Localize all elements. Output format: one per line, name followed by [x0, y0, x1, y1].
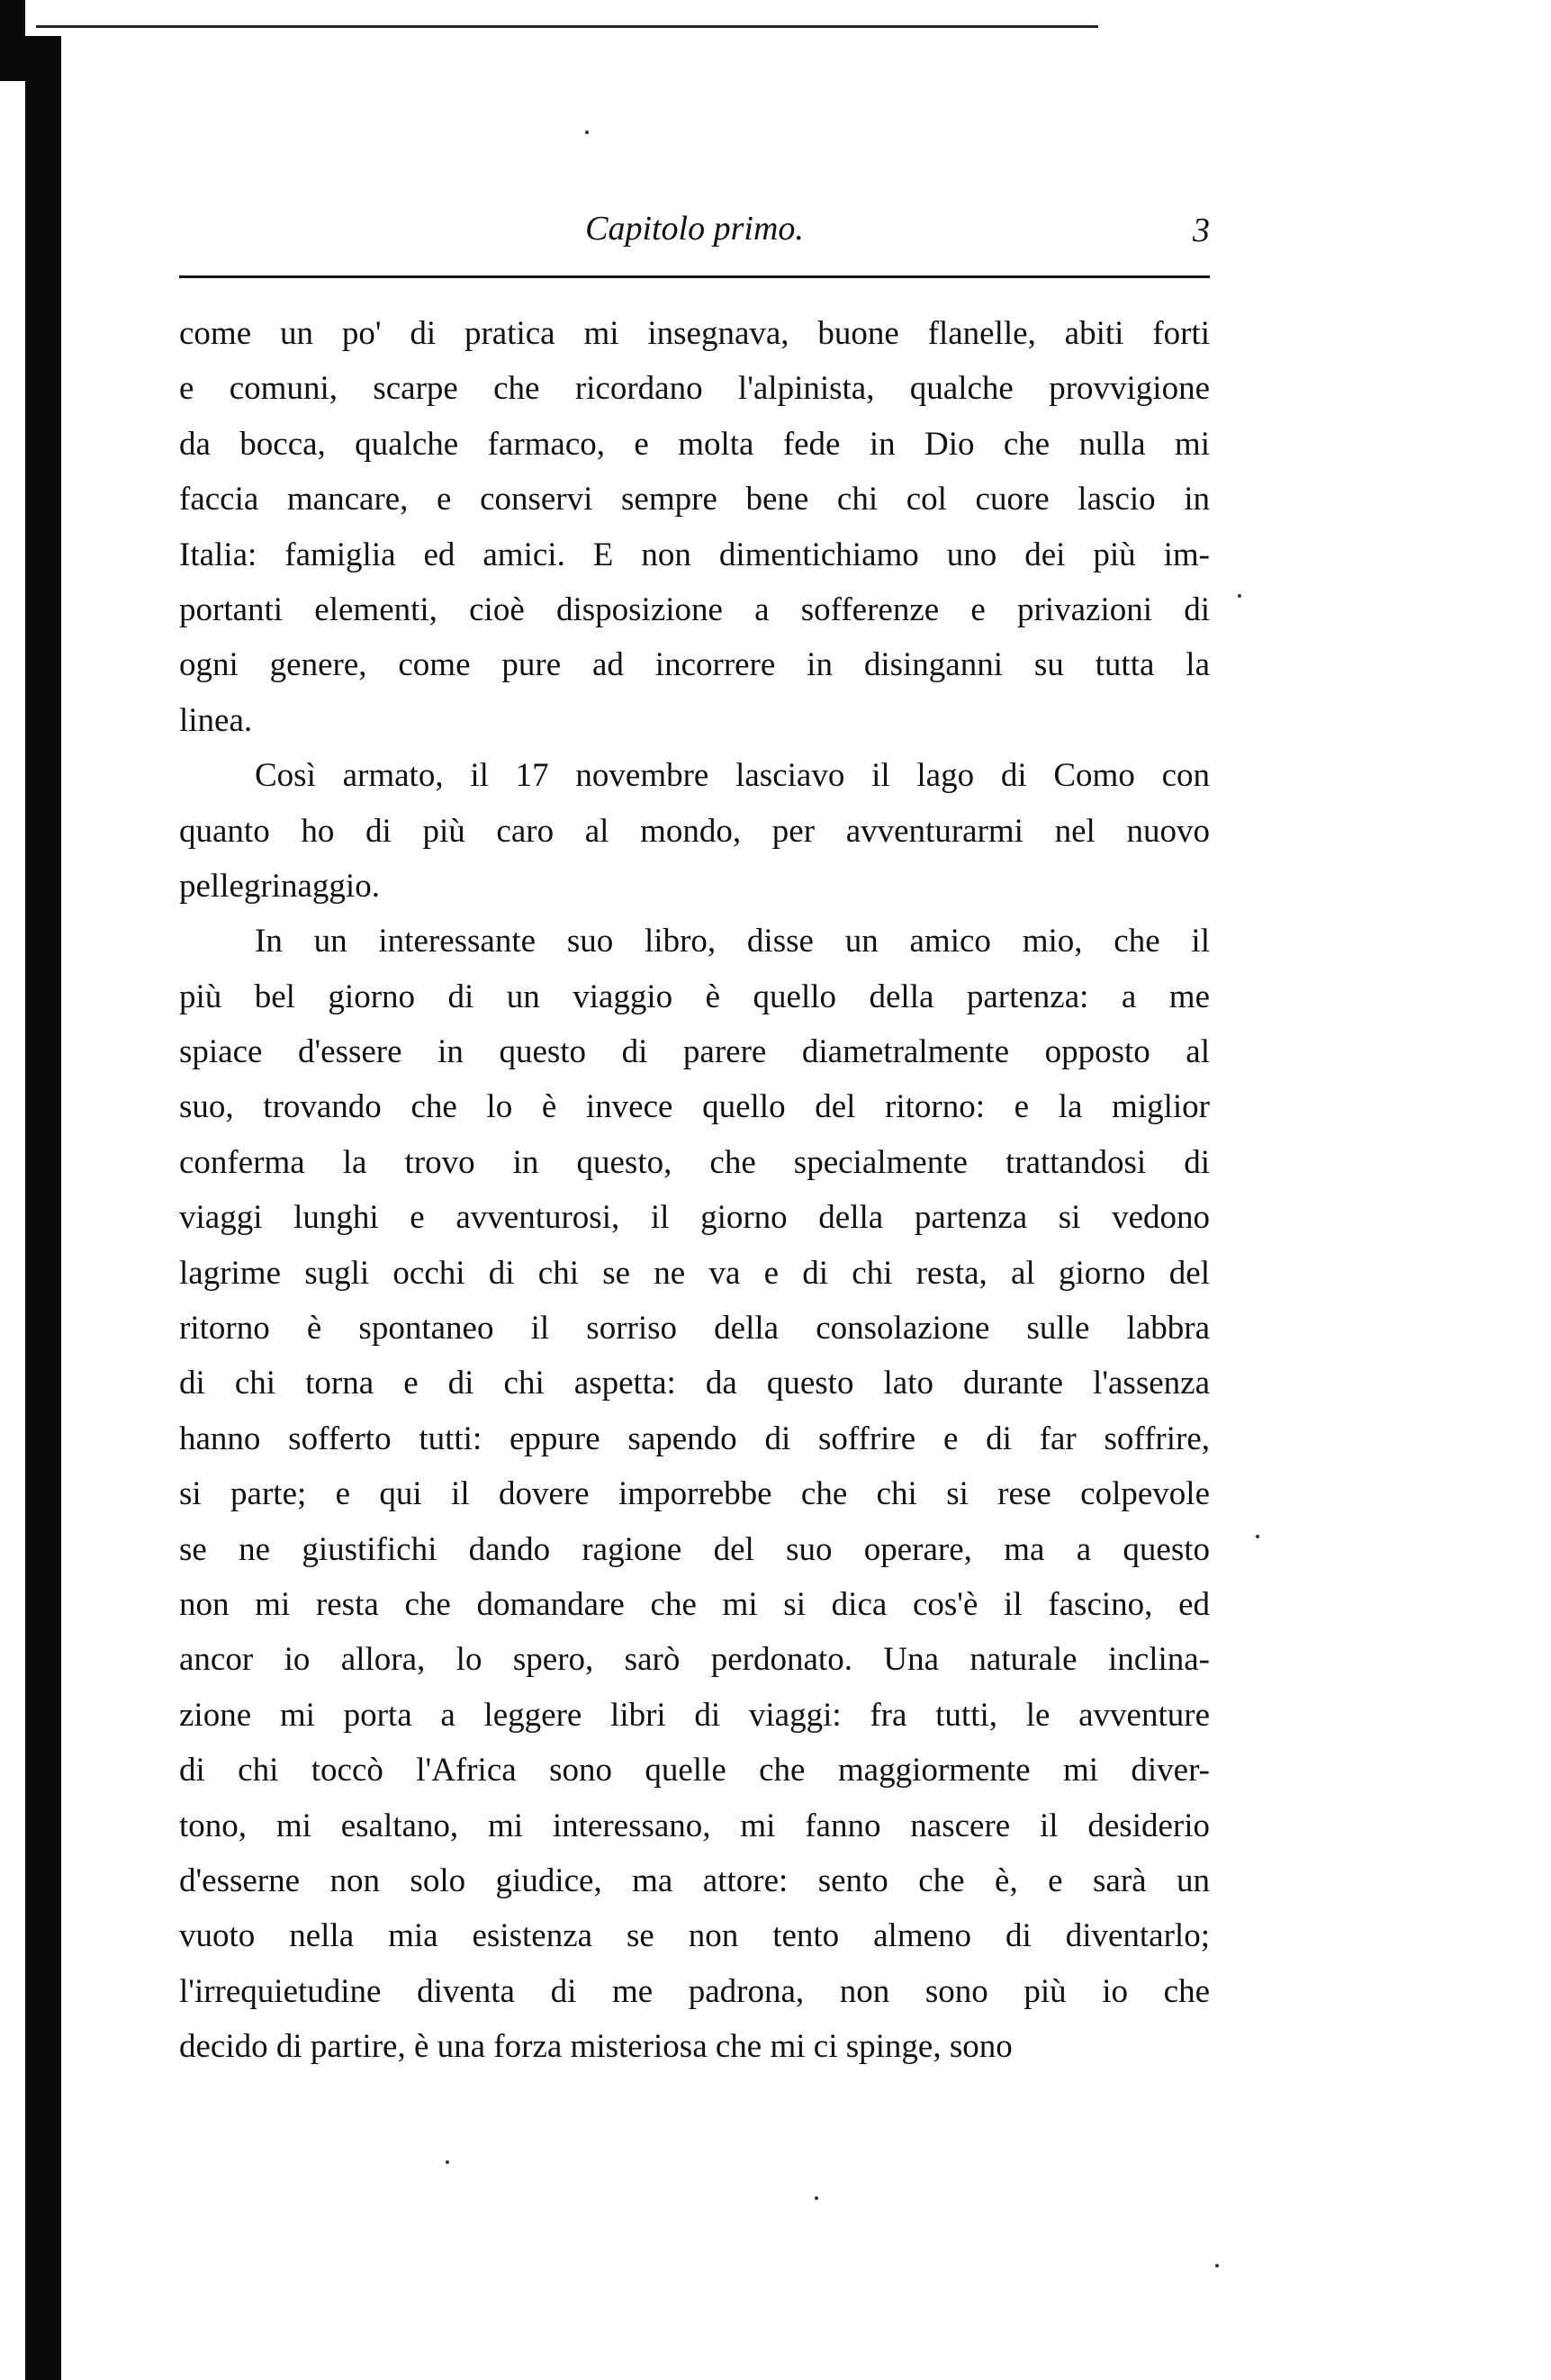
text-line: ancor io allora, lo spero, sarò perdonato. Una naturale inclina-: [179, 1641, 1210, 1679]
text-line: decido di partire, è una forza misteriosa che mi ci spinge, sono: [179, 2028, 1013, 2066]
scan-edge-shadow: [25, 36, 61, 2380]
text-line: come un po' di pratica mi insegnava, buone flanelle, abiti forti: [179, 315, 1210, 352]
text-line: lagrime sugli occhi di chi se ne va e di chi resta, al giorno del: [179, 1254, 1210, 1292]
text-line: quanto ho di più caro al mondo, per avventurarmi nel nuovo: [179, 812, 1210, 850]
header-rule: [179, 275, 1210, 278]
text-line: vuoto nella mia esistenza se non tento almeno di diventarlo;: [179, 1917, 1210, 1955]
page-body: [179, 306, 1210, 2075]
text-line: spiace d'essere in questo di parere diametralmente opposto al: [179, 1033, 1210, 1071]
page-number: 3: [1193, 212, 1210, 249]
text-line: linea.: [179, 701, 253, 739]
text-line: più bel giorno di un viaggio è quello della partenza: a me: [179, 978, 1210, 1015]
text-line: suo, trovando che lo è invece quello del ritorno: e la miglior: [179, 1088, 1210, 1126]
text-line: faccia mancare, e conservi sempre bene chi col cuore lascio in: [179, 481, 1210, 518]
text-line: d'esserne non solo giudice, ma attore: sento che è, e sarà un: [179, 1862, 1210, 1899]
text-line: e comuni, scarpe che ricordano l'alpinista, qualche provvigione: [179, 370, 1210, 408]
text-line: tono, mi esaltano, mi interessano, mi fanno nascere il desiderio: [179, 1807, 1210, 1844]
text-line: ogni genere, come pure ad incorrere in disinganni su tutta la: [179, 646, 1210, 684]
text-line: di chi toccò l'Africa sono quelle che maggiormente mi diver-: [179, 1752, 1210, 1790]
text-line: zione mi porta a leggere libri di viaggi: fra tutti, le avventure: [179, 1696, 1210, 1734]
running-title: Capitolo primo.: [585, 210, 804, 248]
text-line: portanti elementi, cioè disposizione a sofferenze e privazioni di: [179, 590, 1210, 628]
text-line: In un interessante suo libro, disse un amico mio, che il: [255, 923, 1210, 960]
text-line: non mi resta che domandare che mi si dica cos'è il fascino, ed: [179, 1585, 1210, 1623]
text-line: Italia: famiglia ed amici. E non dimentichiamo uno dei più im-: [179, 536, 1210, 573]
page-header: [179, 209, 1210, 254]
text-line: conferma la trovo in questo, che specialmente trattandosi di: [179, 1143, 1210, 1181]
text-line: hanno sofferto tutti: eppure sapendo di soffrire e di far soffrire,: [179, 1420, 1210, 1457]
text-line: pellegrinaggio.: [179, 867, 380, 905]
text-line: di chi torna e di chi aspetta: da questo lato durante l'assenza: [179, 1365, 1210, 1402]
scan-edge-shadow: [0, 0, 25, 81]
text-line: da bocca, qualche farmaco, e molta fede in Dio che nulla mi: [179, 425, 1210, 463]
text-line: se ne giustifichi dando ragione del suo operare, ma a questo: [179, 1530, 1210, 1568]
text-line: l'irrequietudine diventa di me padrona, non sono più io che: [179, 1972, 1210, 2010]
text-line: Così armato, il 17 novembre lasciavo il lago di Como con: [255, 757, 1210, 795]
text-line: ritorno è spontaneo il sorriso della consolazione sulle labbra: [179, 1310, 1210, 1348]
scan-top-edge: [36, 25, 1098, 28]
text-line: si parte; e qui il dovere imporrebbe che chi si rese colpevole: [179, 1475, 1210, 1513]
text-line: viaggi lunghi e avventurosi, il giorno della partenza si vedono: [179, 1199, 1210, 1237]
